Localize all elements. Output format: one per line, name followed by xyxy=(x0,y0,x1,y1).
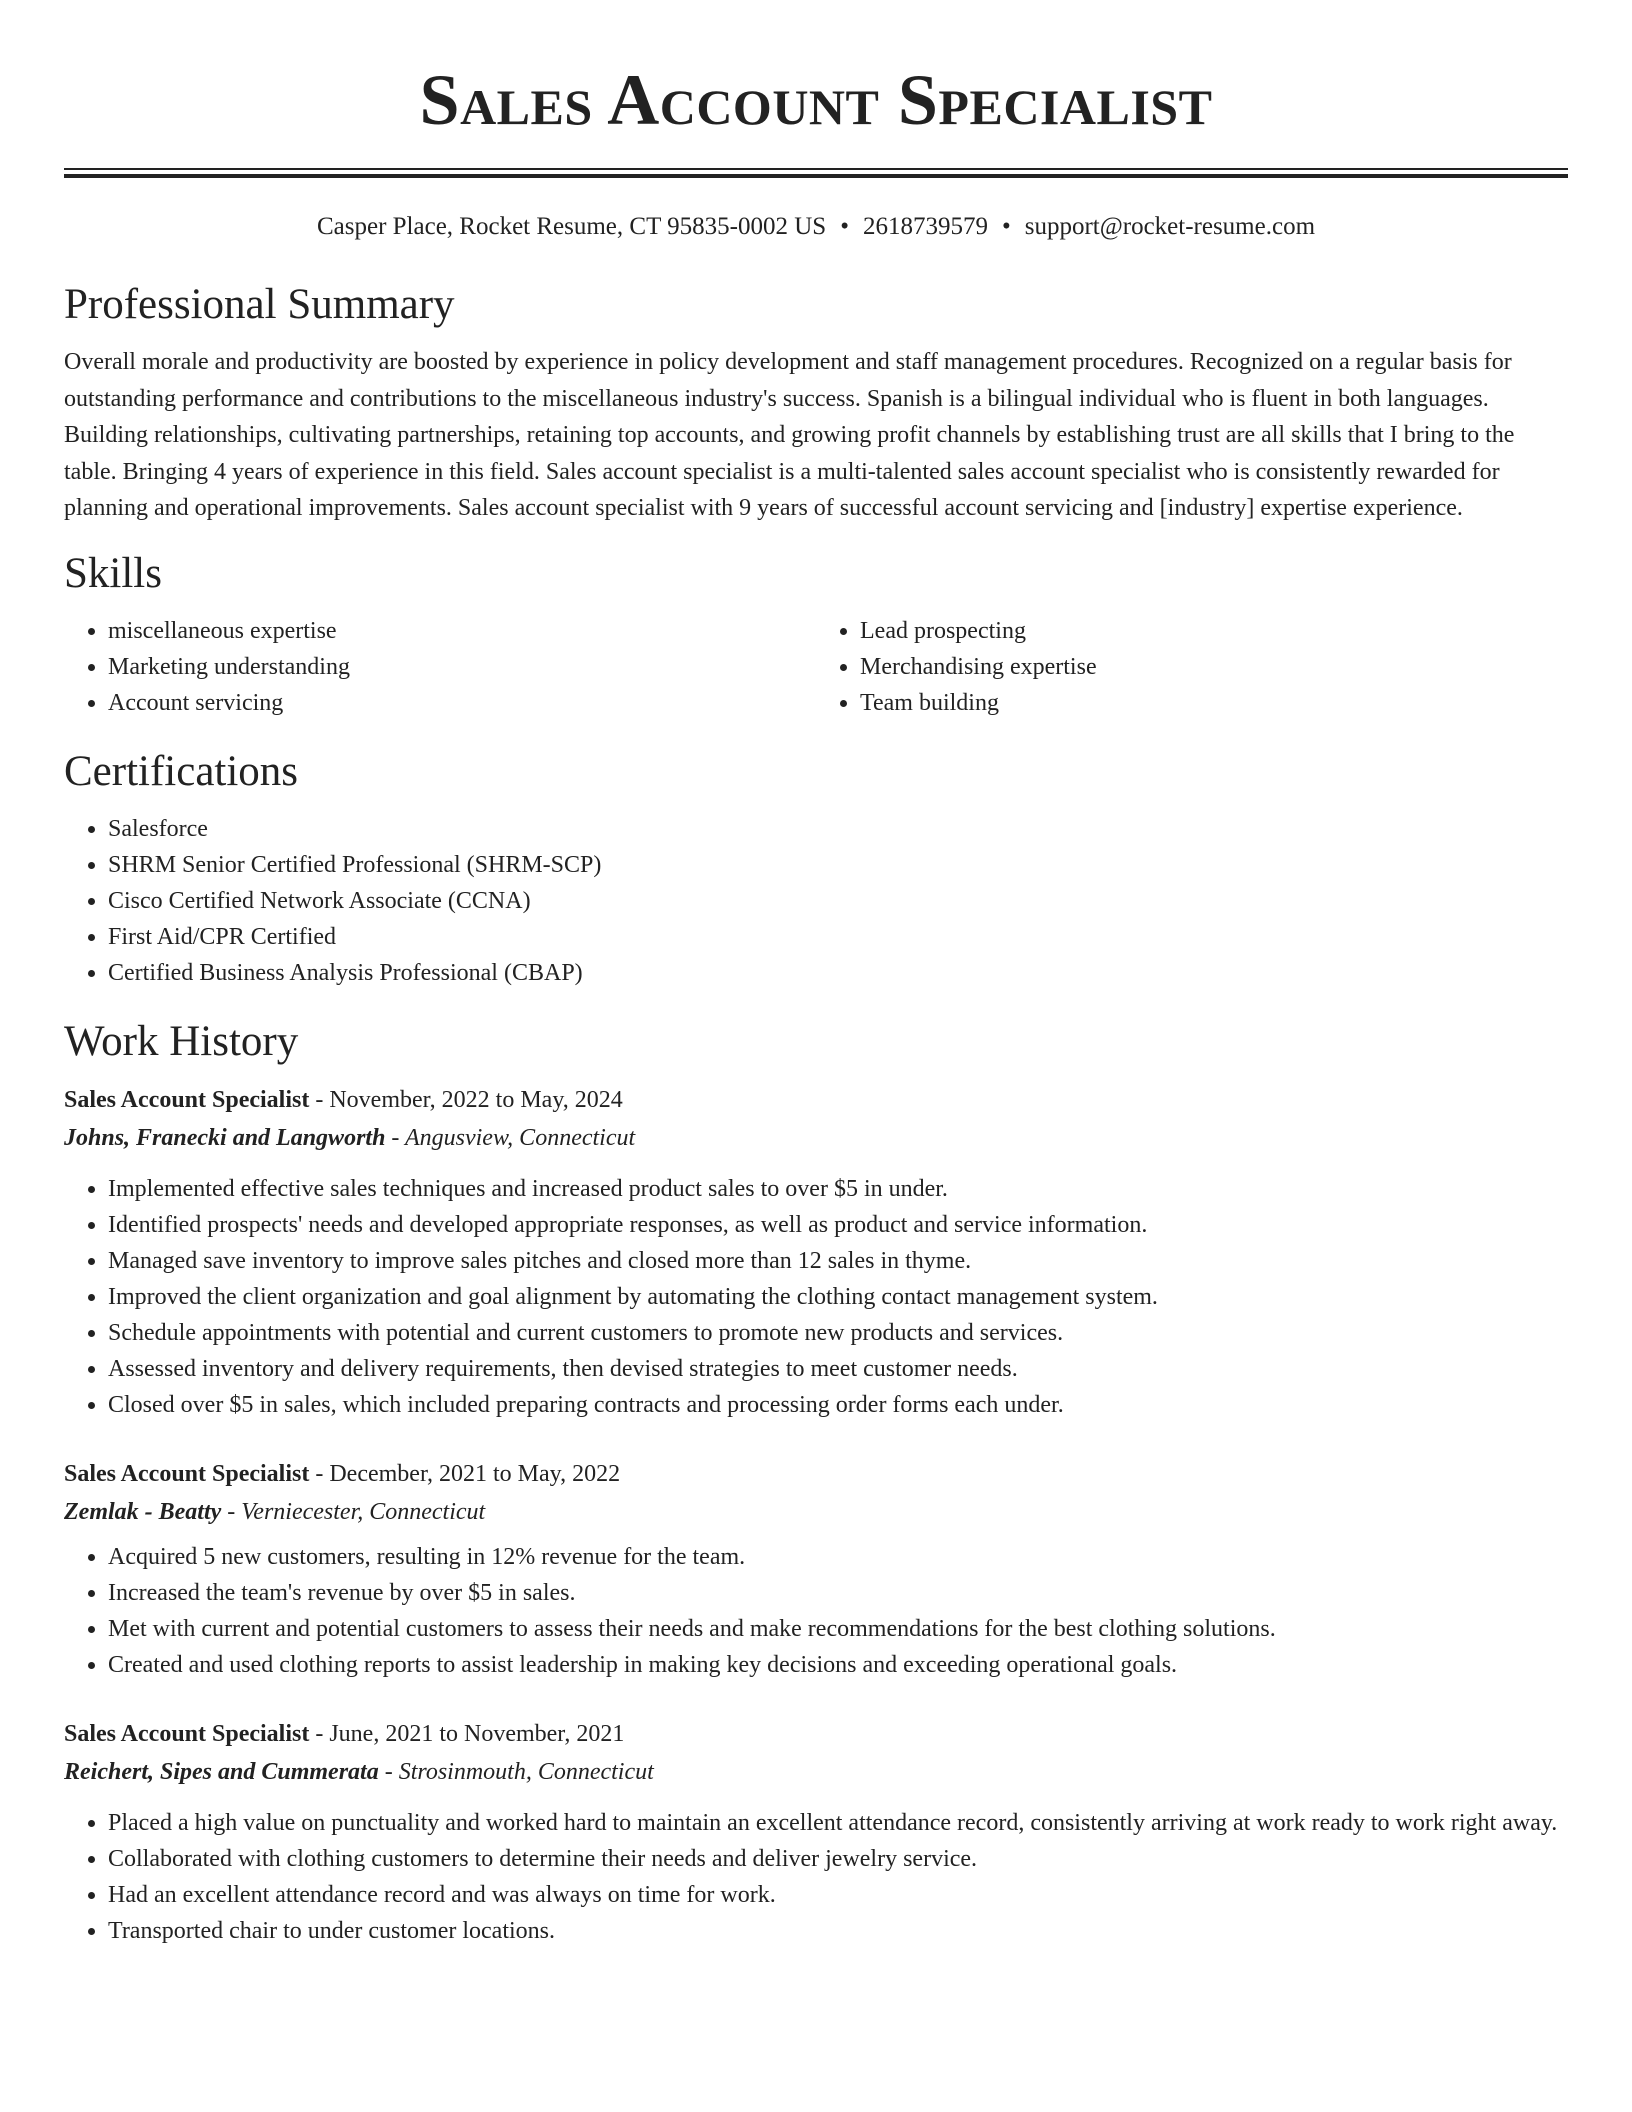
certification-item: • First Aid/CPR Certified xyxy=(108,919,1568,955)
skill-item: • Marketing understanding xyxy=(108,649,816,685)
job-bullet: • Identified prospects' needs and developed appropriate responses, as well as product and service information. xyxy=(108,1207,1568,1243)
certifications-heading: Certifications xyxy=(64,747,299,795)
job-title-line xyxy=(64,1455,1568,1493)
title-divider xyxy=(64,168,1568,178)
job-company: Reichert, Sipes and Cummerata xyxy=(64,1758,379,1785)
job-bullet: • Improved the client organization and goal alignment by automating the clothing contact management system. xyxy=(108,1279,1568,1315)
job-bullet: • Schedule appointments with potential and current customers to promote new products and services. xyxy=(108,1315,1568,1351)
skill-item: • miscellaneous expertise xyxy=(108,613,816,649)
skill-item: • Lead prospecting xyxy=(860,613,1568,649)
job-location: - Verniecester, Connecticut xyxy=(221,1498,486,1525)
certification-item: • Salesforce xyxy=(108,811,1568,847)
job-location: - Strosinmouth, Connecticut xyxy=(378,1758,654,1785)
job-bullet: • Closed over $5 in sales, which included preparing contracts and processing order forms each under. xyxy=(108,1387,1568,1423)
contact-line xyxy=(64,210,1568,244)
job-bullet: • Acquired 5 new customers, resulting in 12% revenue for the team. xyxy=(108,1539,1568,1575)
job-location: - Angusview, Connecticut xyxy=(385,1124,636,1151)
skill-item: • Team building xyxy=(860,685,1568,721)
skills-heading: Skills xyxy=(64,549,162,597)
skills-columns xyxy=(64,613,1568,721)
contact-separator: • xyxy=(1001,213,1011,240)
contact-email: support@rocket-resume.com xyxy=(1024,213,1316,240)
job-dates: - November, 2022 to May, 2024 xyxy=(309,1086,623,1113)
job-bullet: • Collaborated with clothing customers to determine their needs and deliver jewelry service. xyxy=(108,1841,1568,1877)
job-bullet: • Met with current and potential customers to assess their needs and make recommendations for the best clothing solutions. xyxy=(108,1611,1568,1647)
job-bullet: • Assessed inventory and delivery requirements, then devised strategies to meet customer needs. xyxy=(108,1351,1568,1387)
job-entry xyxy=(64,1081,1568,1423)
certification-item: • Certified Business Analysis Professional (CBAP) xyxy=(108,955,1568,991)
job-title: Sales Account Specialist xyxy=(64,1086,310,1113)
job-bullet: • Managed save inventory to improve sales pitches and closed more than 12 sales in thyme. xyxy=(108,1243,1568,1279)
contact-phone: 2618739579 xyxy=(862,213,988,240)
job-bullet: • Transported chair to under customer locations. xyxy=(108,1913,1568,1949)
job-bullet: • Implemented effective sales techniques and increased product sales to over $5 in under. xyxy=(108,1171,1568,1207)
certification-item: • SHRM Senior Certified Professional (SHRM-SCP) xyxy=(108,847,1568,883)
job-dates: - June, 2021 to November, 2021 xyxy=(309,1720,625,1747)
job-title: Sales Account Specialist xyxy=(64,1720,310,1747)
job-bullet: • Placed a high value on punctuality and worked hard to maintain an excellent attendance record, consistently arriving at work ready to work right away. xyxy=(108,1805,1568,1841)
certifications-list xyxy=(64,811,1568,991)
contact-separator: • xyxy=(840,213,849,240)
job-company: Johns, Franecki and Langworth xyxy=(64,1124,386,1151)
job-title-line xyxy=(64,1081,1568,1119)
job-entry xyxy=(64,1455,1568,1683)
skill-item: • Account servicing xyxy=(108,685,816,721)
skills-list-left xyxy=(64,613,816,721)
job-company-line xyxy=(64,1753,1568,1791)
job-bullets xyxy=(64,1805,1568,1949)
job-company: Zemlak - Beatty xyxy=(64,1498,222,1525)
skills-list-right xyxy=(816,613,1568,721)
job-bullet: • Increased the team's revenue by over $5 in sales. xyxy=(108,1575,1568,1611)
job-dates: - December, 2021 to May, 2022 xyxy=(309,1460,621,1487)
certification-item: • Cisco Certified Network Associate (CCNA) xyxy=(108,883,1568,919)
summary-text: Overall morale and productivity are boosted by experience in policy development and staff management procedures. Recognized on a regular basis for outstanding performance and contributions to the miscellaneous industry's success. Spanish is a bilingual individual who is fluent in both languages. Building relationships, cultivating partnerships, retaining top accounts, and growing profit channels by establishing trust are all skills that I bring to the table. Bringing 4 years of experience in this field. Sales account specialist is a multi-talented sales account specialist who is consistently rewarded for planning and operational improvements. Sales account specialist with 9 years of successful account servicing and [industry] expertise experience. xyxy=(64,349,1515,521)
job-bullet: • Created and used clothing reports to assist leadership in making key decisions and exceeding operational goals. xyxy=(108,1647,1568,1683)
resume-title: Sales Account Specialist xyxy=(419,60,1213,140)
skill-item: • Merchandising expertise xyxy=(860,649,1568,685)
job-title-line xyxy=(64,1715,1568,1753)
job-bullets xyxy=(64,1171,1568,1423)
job-bullet: • Had an excellent attendance record and was always on time for work. xyxy=(108,1877,1568,1913)
job-title: Sales Account Specialist xyxy=(64,1460,310,1487)
contact-address: Casper Place, Rocket Resume, CT 95835-0002 US xyxy=(316,213,827,240)
job-entry xyxy=(64,1715,1568,1949)
job-company-line xyxy=(64,1119,1568,1157)
job-bullets xyxy=(64,1539,1568,1683)
summary-heading: Professional Summary xyxy=(64,281,455,328)
work-history-heading: Work History xyxy=(64,1017,299,1065)
job-company-line xyxy=(64,1493,1568,1531)
